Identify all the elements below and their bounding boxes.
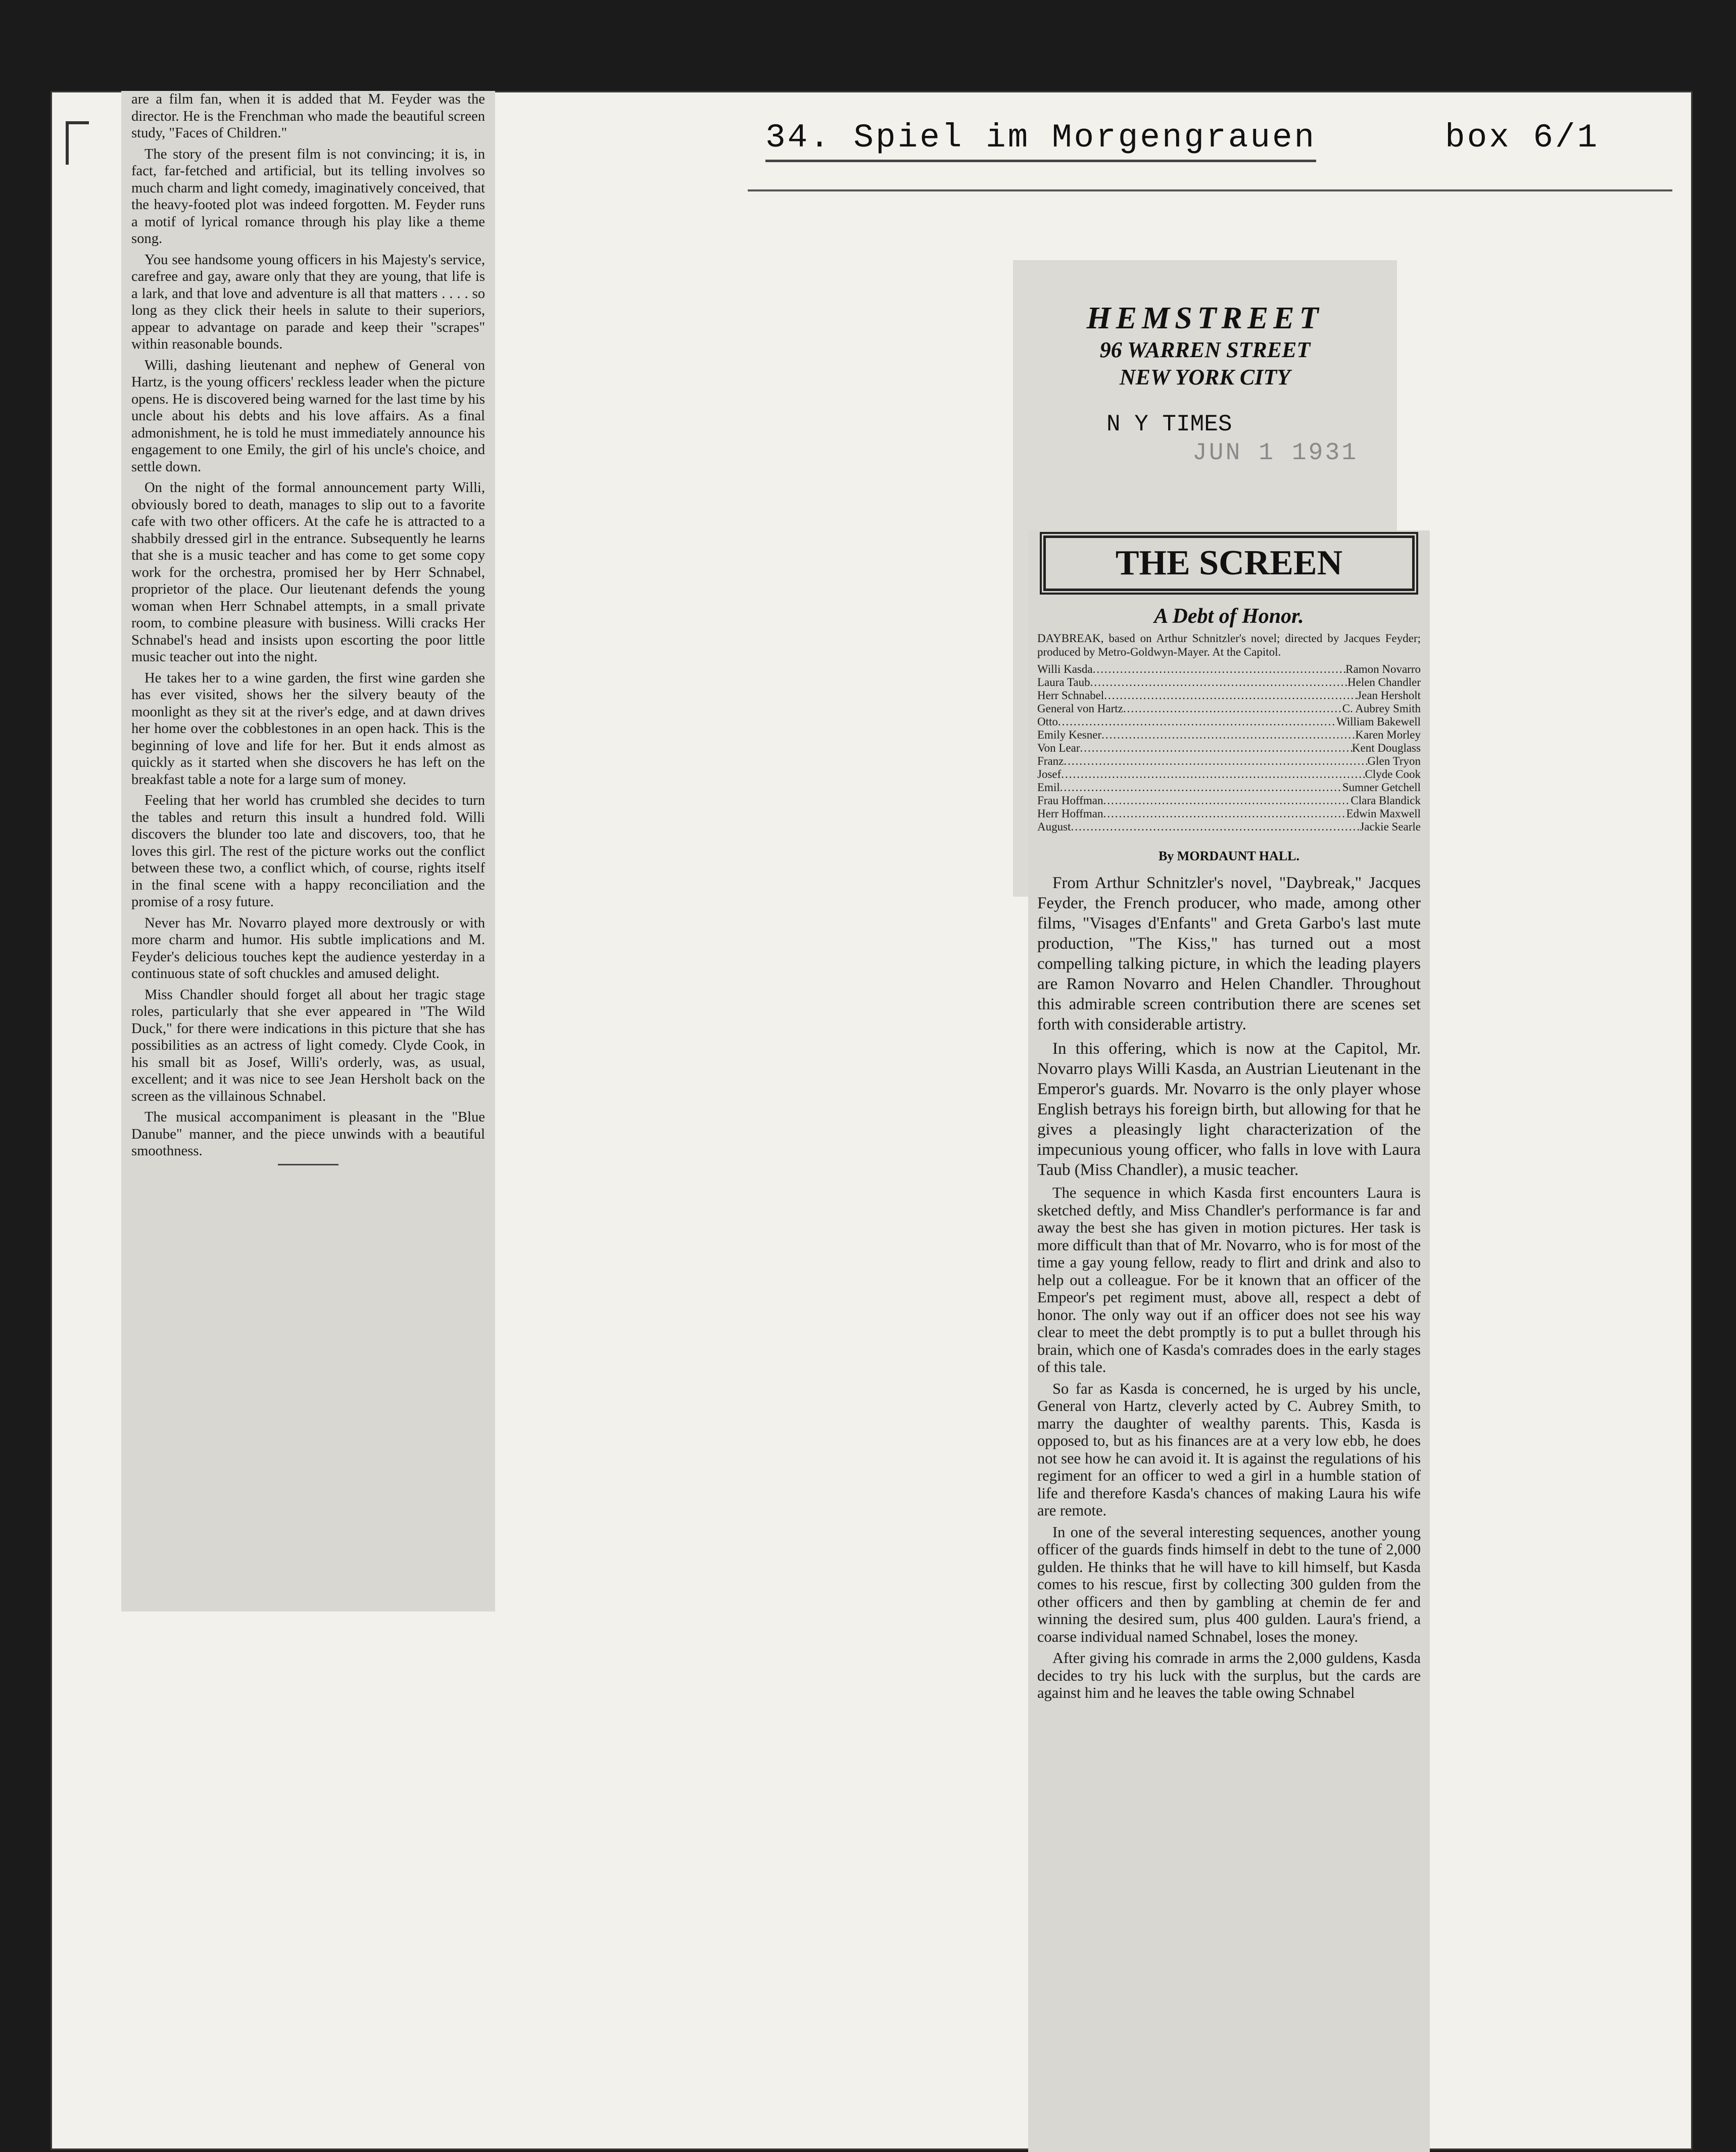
left-paragraph: The story of the present film is not convincing; it is, in fact, far-fetched and artificial, but its telling involves so much charm and light comedy, imaginatively conceived, that the heavy-footed plot was indeed forgotten. M. Feyder runs a motif of lyrical romance through his play like a theme song. xyxy=(131,146,485,247)
cast-actor: Clara Blandick xyxy=(1351,794,1421,807)
cast-role: Josef xyxy=(1037,768,1062,780)
leader-dots xyxy=(1060,781,1342,794)
stamp-city: NEW YORK CITY xyxy=(1119,365,1291,389)
article-paragraph: The sequence in which Kasda first encounters Laura is sketched deftly, and Miss Chandler's performance is far and away the best she has given in motion pictures. Her task is more difficult than that of Mr. Novarro, who is for most of the time a gay young fellow, ready to flirt and drink and also to help out a colleague. For be it known that an officer of the Empeor's pet regiment must, above all, respect a debt of honor. The only way out if an officer does not see his way clear to meet the debt promptly is to put a bullet through his brain, which one of Kasda's comrades does in the early stages of this tale. xyxy=(1037,1184,1421,1376)
cast-actor: Ramon Novarro xyxy=(1345,663,1421,675)
cast-role: Herr Schnabel xyxy=(1037,689,1104,702)
leader-dots xyxy=(1061,768,1365,781)
end-rule xyxy=(278,1164,339,1165)
left-paragraph: On the night of the formal announcement party Willi, obviously bored to death, manages to slip out to a favorite cafe with two other officers. At the cafe he is attracted to a shabbily dressed girl in the entrance. Subsequently he learns that she is a music teacher and has come to get some copy work for the orchestra, promised her by Herr Schnabel, proprietor of the place. Our lieutenant defends the young woman when Herr Schnabel attempts, in a small private room, to combine pleasure with business. Willi cracks Her Schnabel's head and insists upon escorting the poor little music teacher out into the night. xyxy=(131,480,485,665)
cast-role: Frau Hoffman xyxy=(1037,794,1103,807)
leader-dots xyxy=(1064,755,1367,768)
cast-row xyxy=(1037,755,1421,768)
cast-role: Herr Hoffman xyxy=(1037,807,1103,820)
section-title: THE SCREEN xyxy=(1043,535,1415,591)
cast-row xyxy=(1037,794,1421,807)
left-paragraph: Willi, dashing lieutenant and nephew of General von Hartz, is the young officers' reckless leader when the picture opens. He is discovered being warned for the last time by his uncle about his debts and his love affairs. As a final admonishment, he is told he must immediately announce his engagement to one Emily, the girl of his uncle's choice, and settle down. xyxy=(131,357,485,475)
leader-dots xyxy=(1104,689,1357,702)
article-paragraph: In one of the several interesting sequences, another young officer of the guards finds himself in debt to the tune of 2,000 gulden. He thinks that he will have to kill himself, but Kasda comes to his rescue, first by collecting 300 gulden from the other officers and then by gambling at chemin de fer and winning the desired sum, plus 400 gulden. Laura's friend, a coarse individual named Schnabel, loses the money. xyxy=(1037,1523,1421,1645)
cast-actor: Kent Douglass xyxy=(1352,742,1421,754)
leader-dots xyxy=(1093,663,1346,676)
article-paragraph: From Arthur Schnitzler's novel, "Daybreak," Jacques Feyder, the French producer, who made, among other films, "Visages d'Enfants" and Greta Garbo's last mute production, "The Kiss," has turned out a most compelling talking picture, in which the leading players are Ramon Novarro and Helen Chandler. Throughout this admirable screen contribution there are scenes set forth with considerable artistry. xyxy=(1037,874,1421,1034)
box-label: box 6/1 xyxy=(1445,119,1600,157)
cast-row xyxy=(1037,663,1421,676)
cast-actor: C. Aubrey Smith xyxy=(1342,702,1421,715)
corner-mark xyxy=(66,121,89,165)
left-paragraph: The musical accompaniment is pleasant in the "Blue Danube" manner, and the piece unwinds with a beautiful smoothness. xyxy=(131,1109,485,1159)
cast-actor: Karen Morley xyxy=(1355,728,1421,741)
leader-dots xyxy=(1103,794,1351,807)
cast-actor: Helen Chandler xyxy=(1347,676,1421,689)
cast-role: Franz xyxy=(1037,755,1064,767)
cast-row xyxy=(1037,781,1421,794)
article-paragraph: So far as Kasda is concerned, he is urged by his uncle, General von Hartz, cleverly acted by C. Aubrey Smith, to marry the daughter of wealthy parents. This, Kasda is opposed to, but as his finances are at a very low ebb, he does not see how he can avoid it. It is against the regulations of his regiment for an officer to wed a girl in a humble station of life and therefore Kasda's chances of making Laura his wife are remote. xyxy=(1037,1380,1421,1519)
cast-row xyxy=(1037,768,1421,781)
leader-dots xyxy=(1090,676,1347,689)
cast-actor: Jean Hersholt xyxy=(1357,689,1421,702)
film-credits: DAYBREAK, based on Arthur Schnitzler's novel; directed by Jacques Feyder; produced by Metro-Goldwyn-Mayer. At the Capitol. xyxy=(1037,632,1421,658)
left-paragraph: You see handsome young officers in his Majesty's service, carefree and gay, aware only that they are young, that life is a lark, and that love and adventure is all that matters . . . . so long as they click their heels in salute to their superiors, appear to advantage on parade and keep their "scrapes" within reasonable bounds. xyxy=(131,252,485,352)
cast-actor: Clyde Cook xyxy=(1365,768,1421,780)
cast-row xyxy=(1037,702,1421,715)
left-paragraph: Feeling that her world has crumbled she decides to turn the tables and return this insult a hundred fold. Willi discovers the blunder too late and discovers, too, that he loves this girl. The rest of the picture works out the conflict between these two, a conflict which, of course, rights itself in the final scene with a happy reconciliation and the promise of a rosy future. xyxy=(131,793,485,910)
cast-actor: Edwin Maxwell xyxy=(1346,807,1421,820)
header-rule xyxy=(748,189,1672,191)
cast-row xyxy=(1037,807,1421,820)
cast-row xyxy=(1037,820,1421,834)
cast-actor: Jackie Searle xyxy=(1360,820,1421,833)
stamp-name: HEMSTREET xyxy=(1086,301,1324,335)
cast-row xyxy=(1037,676,1421,689)
cast-role: Emily Kesner xyxy=(1037,728,1102,741)
left-paragraph: Never has Mr. Novarro played more dextrously or with more charm and humor. His subtle implications and M. Feyder's delicious touches kept the audience yesterday in a continuous state of soft chuckles and amused delight. xyxy=(131,915,485,982)
date-stamp: JUN 1 1931 xyxy=(1192,439,1359,467)
stamp-street: 96 WARREN STREET xyxy=(1099,337,1311,362)
cast-row xyxy=(1037,715,1421,728)
cast-row xyxy=(1037,728,1421,742)
cast-actor: Sumner Getchell xyxy=(1342,781,1421,794)
cast-role: Emil xyxy=(1037,781,1060,794)
cast-role: August xyxy=(1037,820,1071,833)
article-paragraph: In this offering, which is now at the Capitol, Mr. Novarro plays Willi Kasda, an Austrian Lieutenant in the Emperor's guards. Mr. Novarro is the only player whose English betrays his foreign birth, but allowing for that he gives a pleasingly light characterization of the impecunious young officer, who falls in love with Laura Taub (Miss Chandler), a music teacher. xyxy=(1037,1040,1421,1179)
left-paragraph: are a film fan, when it is added that M. Feyder was the director. He is the Frenchman who made the beautiful screen study, "Faces of Children." xyxy=(131,91,485,141)
leader-dots xyxy=(1123,702,1342,715)
leader-dots xyxy=(1080,742,1352,755)
cast-role: Willi Kasda xyxy=(1037,663,1093,675)
leader-dots xyxy=(1058,715,1336,728)
cast-role: General von Hartz xyxy=(1037,702,1123,715)
cast-row xyxy=(1037,742,1421,755)
article-paragraph: After giving his comrade in arms the 2,000 guldens, Kasda decides to try his luck with the surplus, but the cards are against him and he leaves the table owing Schnabel xyxy=(1037,1649,1421,1701)
cast-list xyxy=(1037,663,1421,834)
leader-dots xyxy=(1071,820,1360,834)
archive-sheet xyxy=(51,91,1693,2150)
left-clipping xyxy=(121,91,495,1611)
cast-actor: Glen Tryon xyxy=(1367,755,1421,767)
leader-dots xyxy=(1103,807,1346,820)
headline: A Debt of Honor. xyxy=(1154,605,1304,628)
cast-role: Otto xyxy=(1037,715,1058,728)
leader-dots xyxy=(1101,728,1355,742)
left-paragraph: He takes her to a wine garden, the first wine garden she has ever visited, shows her the silvery beauty of the moonlight as they sit at the river's edge, and at dawn drives her home over the cobblestones in an open hack. This is the beginning of love and life for her. But it ends almost as quickly as it started when she discovers he has left on the breakfast table a note for a large sum of money. xyxy=(131,670,485,788)
right-clipping xyxy=(1028,530,1430,2152)
newspaper-name: N Y TIMES xyxy=(1106,411,1232,437)
left-paragraph: Miss Chandler should forget all about her tragic stage roles, particularly that she ever appeared in "The Wild Duck," for there were indications in this picture that she has possibilities as an actress of light comedy. Clyde Cook, in his small bit as Josef, Willi's orderly, was, as usual, excellent; and it was nice to see Jean Hersholt back on the screen as the villainous Schnabel. xyxy=(131,987,485,1104)
byline: By MORDAUNT HALL. xyxy=(1158,849,1300,863)
cast-role: Von Lear xyxy=(1037,742,1080,754)
cast-role: Laura Taub xyxy=(1037,676,1090,689)
file-label: 34. Spiel im Morgengrauen xyxy=(765,119,1316,162)
cast-row xyxy=(1037,689,1421,702)
cast-actor: William Bakewell xyxy=(1336,715,1421,728)
